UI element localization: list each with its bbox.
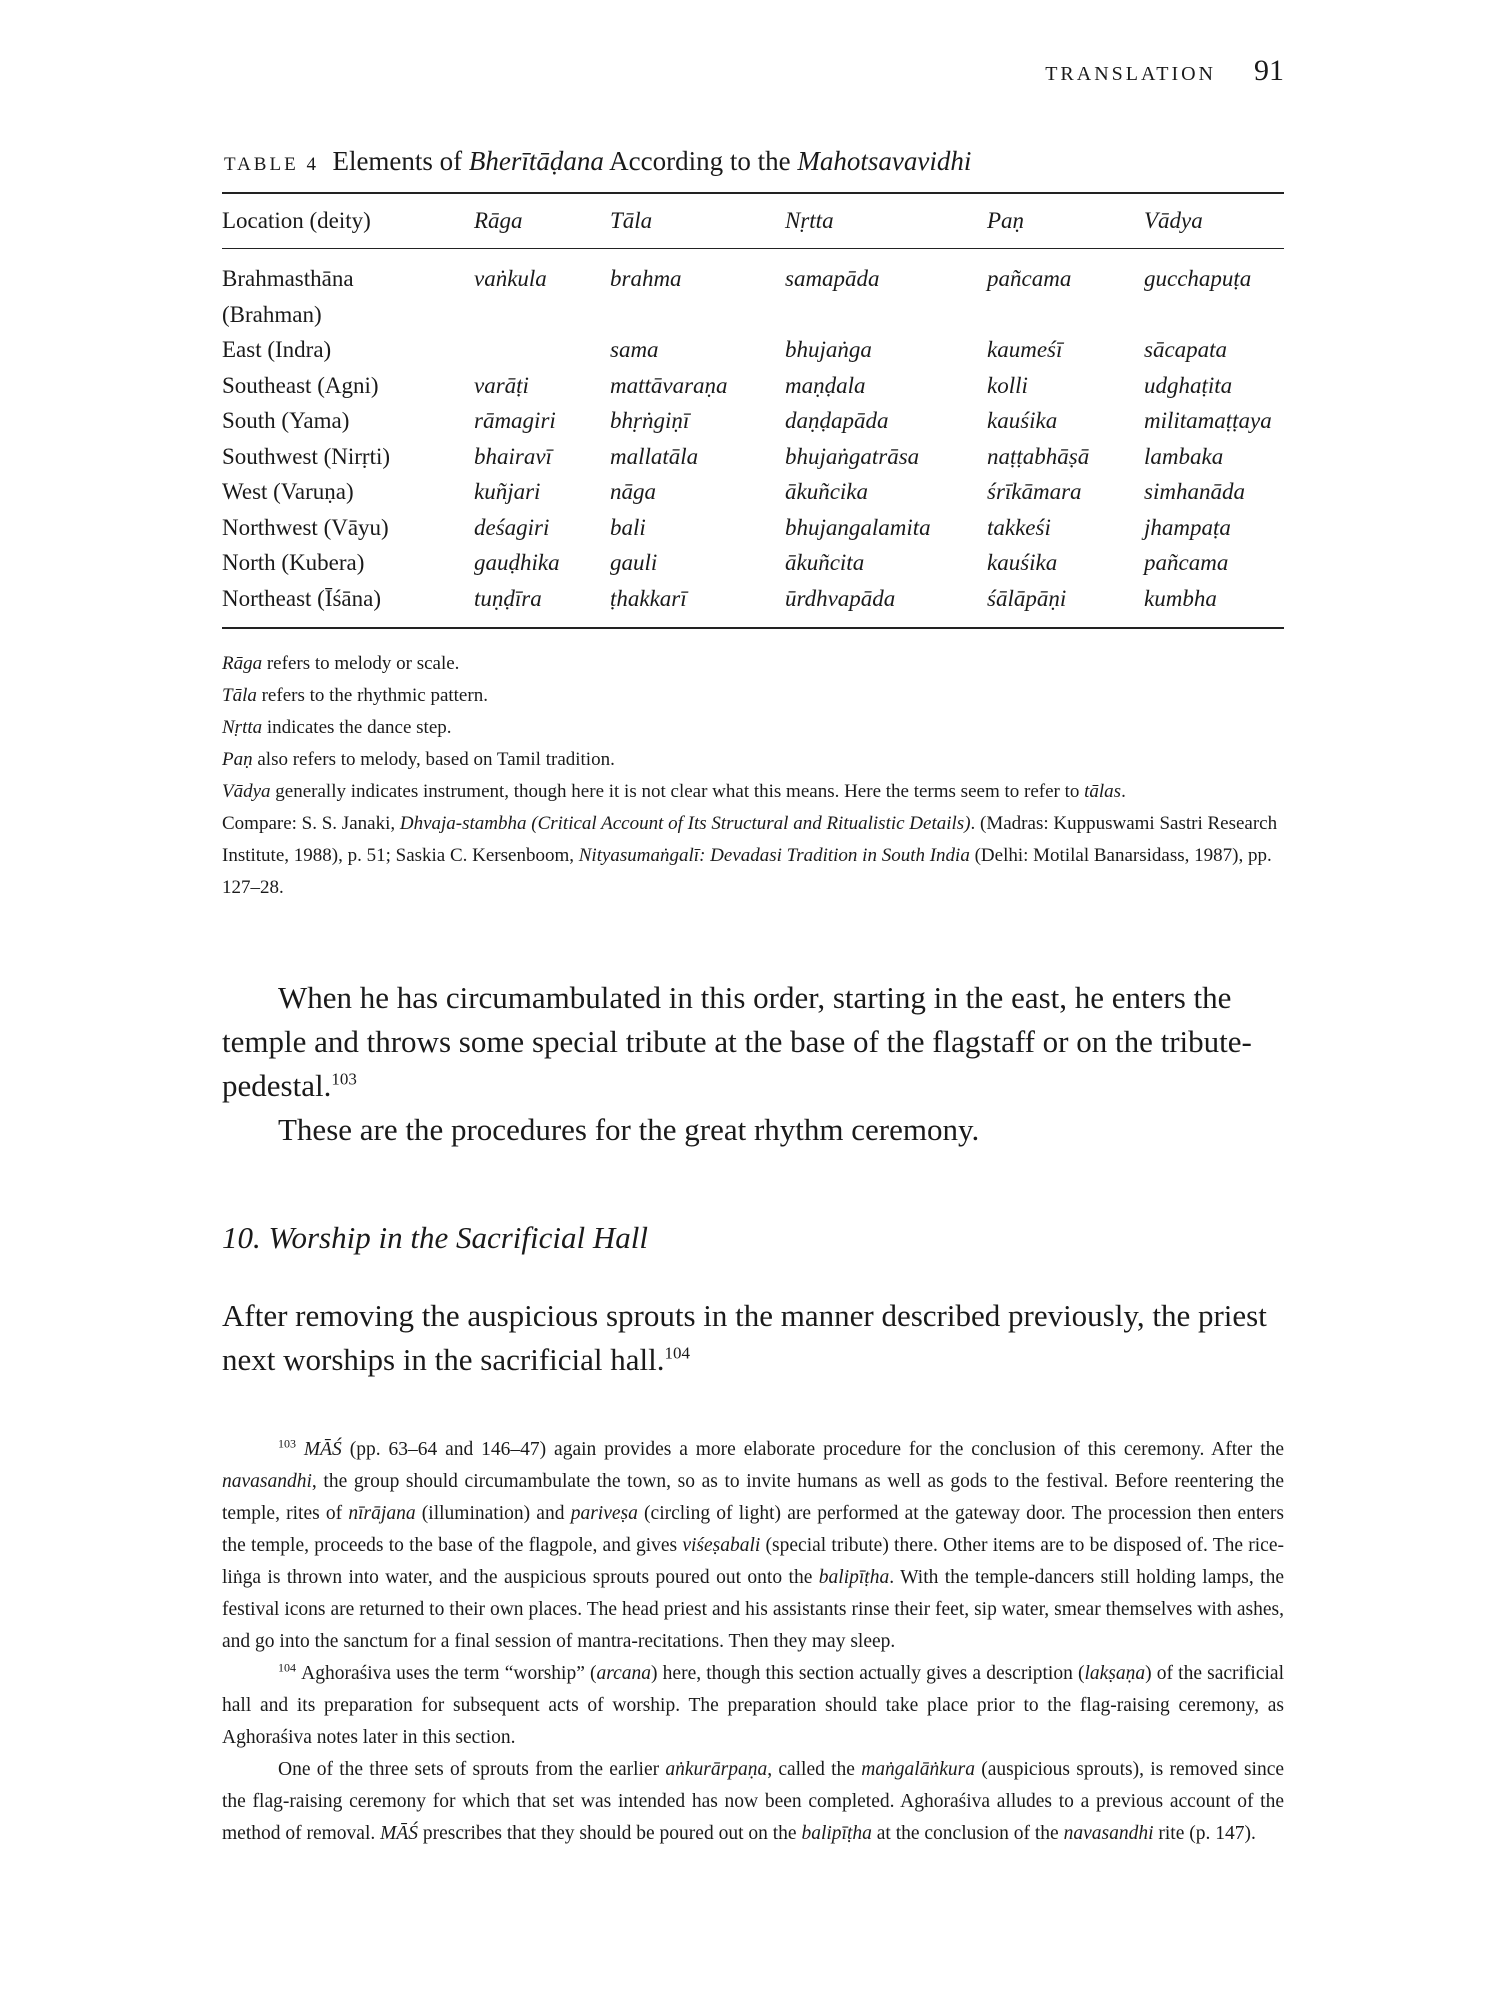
term-cell	[610, 302, 785, 338]
term-cell: gucchapuṭa	[1144, 266, 1252, 291]
text-run: , called the	[767, 1759, 862, 1780]
table-row	[222, 586, 1284, 622]
term-cell: bali	[610, 514, 646, 540]
italic-term: nīrājana	[348, 1503, 416, 1524]
term-cell: simhanāda	[1144, 479, 1245, 504]
caption-text: According to the	[603, 146, 798, 176]
italic-term: pariveṣa	[570, 1503, 638, 1524]
italic-term: arcana	[596, 1663, 652, 1684]
term-cell	[474, 337, 610, 373]
term-cell: mattāvaraṇa	[610, 372, 728, 398]
footnotes	[222, 1434, 1284, 1850]
table-row	[222, 302, 1284, 338]
location-cell: Northwest (Vāyu)	[222, 514, 389, 540]
term-cell: udghaṭita	[1144, 372, 1233, 398]
table-note	[222, 648, 1284, 680]
term-cell: deśagiri	[474, 514, 550, 540]
term-cell: sācapata	[1144, 337, 1228, 362]
term-cell: ākuñcita	[785, 550, 865, 575]
italic-term: Nityasumaṅgalī: Devadasi Tradition in South India	[578, 845, 970, 866]
location-cell: (Brahman)	[222, 301, 322, 327]
table-row	[222, 408, 1284, 444]
term-cell: varāṭi	[474, 372, 529, 398]
location-cell: Brahmasthāna	[222, 266, 354, 291]
footnote-text	[222, 1759, 1284, 1844]
paragraph-text: After removing the auspicious sprouts in the manner described previously, the priest next worships in the sacrificial hall.	[222, 1298, 1267, 1377]
caption-term: Mahotsavavidhi	[797, 146, 972, 176]
table-note	[222, 712, 1284, 744]
italic-term: aṅkurārpaṇa	[665, 1759, 768, 1780]
italic-term: Paṇ	[222, 749, 253, 770]
location-cell: Southeast (Agni)	[222, 372, 379, 398]
page-number: 91	[1254, 54, 1284, 87]
footnote-104	[222, 1658, 1284, 1754]
term-cell: vaṅkula	[474, 266, 547, 291]
term-cell: śrīkāmara	[987, 479, 1082, 504]
table-bottom-rule	[222, 627, 1284, 629]
body-section-1	[222, 976, 1284, 1152]
term-cell	[785, 302, 987, 338]
term-cell: gauli	[610, 550, 658, 575]
term-cell: naṭṭabhāṣā	[987, 443, 1090, 469]
footnote-text	[222, 1436, 1285, 1652]
location-cell: East (Indra)	[222, 337, 332, 362]
column-header: Nṛtta	[785, 208, 834, 233]
table-row	[222, 337, 1284, 373]
term-cell: kuñjari	[474, 479, 541, 504]
term-cell: maṇḍala	[785, 372, 866, 398]
text-run: refers to the rhythmic pattern.	[256, 685, 488, 706]
term-cell: kauśika	[987, 550, 1058, 575]
term-cell: bhṛṅgiṇī	[610, 408, 690, 433]
term-cell: kumbha	[1144, 585, 1217, 611]
text-run: (illumination) and	[415, 1503, 571, 1524]
term-cell: tuṇḍīra	[474, 585, 542, 611]
text-run: (circling of light) are performed at the gateway door. The procession then enters the temple, proceeds to the base of the flagpole, and gives	[222, 1503, 1285, 1556]
italic-term: MĀŚ	[303, 1439, 342, 1460]
italic-term: navasandhi	[1063, 1823, 1154, 1844]
term-cell: bhujangalamita	[785, 514, 931, 540]
italic-term: Tāla	[222, 685, 257, 706]
footnote-103	[222, 1434, 1284, 1658]
term-cell	[1144, 302, 1284, 338]
term-cell: daṇḍapāda	[785, 408, 889, 433]
term-cell: jhampaṭa	[1144, 514, 1231, 540]
term-cell: ākuñcika	[785, 479, 869, 504]
term-cell: brahma	[610, 266, 682, 291]
caption-text: Elements of	[332, 146, 469, 176]
body-section-2	[222, 1294, 1284, 1382]
table-notes	[222, 648, 1284, 904]
paragraph-text: When he has circumambulated in this order, starting in the east, he enters the temple and throws some special tribute at the base of the flagstaff or on the tribute-pedestal.	[222, 980, 1252, 1103]
running-head-title: TRANSLATION	[1045, 63, 1216, 85]
paragraph-text: These are the procedures for the great rhythm ceremony.	[278, 1112, 980, 1147]
footnote-number: 103	[278, 1436, 296, 1451]
italic-term: Vādya	[222, 781, 271, 802]
text-run: . (Madras: Kuppuswami Sastri Research Institute, 1988), p. 51; Saskia C. Kersenboom,	[222, 813, 1278, 866]
text-run: (auspicious sprouts), is removed since the flag-raising ceremony for which that set was intended has now been completed. Aghoraśiva alludes to a previous account of the method of removal.	[222, 1759, 1285, 1844]
term-cell: sama	[610, 337, 659, 362]
table-row	[222, 444, 1284, 480]
term-cell: ṭhakkarī	[610, 585, 687, 611]
table-row	[222, 248, 1284, 302]
table-label: TABLE 4	[224, 154, 319, 175]
term-cell: bhujaṅgatrāsa	[785, 443, 920, 469]
note-reference: 104	[664, 1343, 690, 1363]
location-cell: Southwest (Nirṛti)	[222, 443, 391, 469]
text-run: . With the temple-dancers still holding lamps, the festival icons are returned to their own places. The head priest and his assistants rinse their feet, sip water, smear themselves with ashes, and go into the sanctum for a final session of mantra-recitations. Then they may sleep.	[222, 1567, 1285, 1652]
text-run: refers to melody or scale.	[262, 653, 460, 674]
term-cell: kauśika	[987, 408, 1058, 433]
note-reference: 103	[331, 1069, 357, 1089]
text-run: ) here, though this section actually gives a description (	[651, 1663, 1085, 1684]
text-run: (Delhi: Motilal Banarsidass, 1987), pp. 127–28.	[222, 845, 1272, 898]
italic-term: Rāga	[222, 653, 263, 674]
term-cell: pañcama	[987, 266, 1072, 291]
term-cell: lambaka	[1144, 443, 1224, 469]
text-run: ) of the sacrificial hall and its preparation for subsequent acts of worship. The preparation should take place prior to the flag-raising ceremony, as Aghoraśiva notes later in this section.	[222, 1663, 1284, 1748]
text-run: , the group should circumambulate the town, so as to invite humans as well as gods to the festival. Before reentering the temple, rites of	[222, 1471, 1284, 1524]
text-run: (pp. 63–64 and 146–47) again provides a more elaborate procedure for the conclusion of this ceremony. After the	[341, 1439, 1285, 1460]
column-header: Rāga	[474, 208, 523, 233]
term-cell: śālāpāṇi	[987, 585, 1067, 611]
table-note	[222, 744, 1284, 776]
table-caption	[224, 146, 971, 177]
italic-term: viśeṣabali	[682, 1535, 761, 1556]
term-cell	[474, 302, 610, 338]
footnote-104-continuation	[222, 1754, 1284, 1850]
term-cell: samapāda	[785, 266, 880, 291]
caption-term: Bherītāḍana	[468, 146, 604, 176]
column-header: Vādya	[1144, 208, 1203, 233]
term-cell: nāga	[610, 479, 656, 504]
italic-term: tālas	[1084, 781, 1122, 802]
book-page	[222, 0, 1284, 2000]
body-paragraph	[222, 1108, 1284, 1152]
text-run: rite (p. 147).	[1153, 1823, 1256, 1844]
italic-term: balipīṭha	[801, 1823, 872, 1844]
table-row	[222, 479, 1284, 515]
italic-term: Nṛtta	[222, 717, 263, 738]
table-note	[222, 776, 1284, 808]
location-cell: West (Varuṇa)	[222, 479, 354, 504]
term-cell: ūrdhvapāda	[785, 585, 896, 611]
text-run: Aghoraśiva uses the term “worship” (	[301, 1663, 597, 1684]
footnote-number: 104	[278, 1660, 296, 1675]
term-cell	[987, 302, 1144, 338]
table-row	[222, 373, 1284, 409]
body-paragraph	[222, 1294, 1284, 1382]
column-header: Location (deity)	[222, 208, 371, 233]
column-header: Paṇ	[987, 208, 1025, 233]
location-cell: North (Kubera)	[222, 550, 365, 575]
term-cell: bhujaṅga	[785, 337, 872, 362]
text-run: generally indicates instrument, though here it is not clear what this means. Here the terms seem to refer to	[270, 781, 1085, 802]
text-run: at the conclusion of the	[871, 1823, 1064, 1844]
italic-term: Dhvaja-stambha (Critical Account of Its Structural and Ritualistic Details)	[399, 813, 971, 834]
table-note	[222, 680, 1284, 712]
location-cell: Northeast (Īśāna)	[222, 585, 382, 611]
body-paragraph	[222, 976, 1284, 1108]
term-cell: gauḍhika	[474, 550, 560, 575]
text-run: Compare: S. S. Janaki,	[222, 813, 400, 834]
italic-term: MĀŚ	[380, 1823, 419, 1844]
table-row	[222, 550, 1284, 586]
text-run: indicates the dance step.	[262, 717, 452, 738]
term-cell: rāmagiri	[474, 408, 556, 433]
term-cell: pañcama	[1144, 550, 1229, 575]
term-cell: militamaṭṭaya	[1144, 408, 1272, 433]
table-note	[222, 808, 1284, 904]
term-cell: mallatāla	[610, 443, 699, 469]
text-run: .	[1121, 781, 1126, 802]
elements-table	[222, 194, 1284, 621]
column-header: Tāla	[610, 208, 653, 233]
running-head	[1045, 54, 1284, 88]
italic-term: navasandhi	[222, 1471, 312, 1492]
term-cell: bhairavī	[474, 443, 552, 469]
section-heading: 10. Worship in the Sacrificial Hall	[222, 1220, 648, 1255]
text-run: also refers to melody, based on Tamil tradition.	[252, 749, 615, 770]
term-cell: kaumeśī	[987, 337, 1063, 362]
location-cell: South (Yama)	[222, 408, 350, 433]
term-cell: takkeśi	[987, 514, 1051, 540]
italic-term: lakṣaṇa	[1084, 1663, 1146, 1684]
italic-term: balipīṭha	[818, 1567, 890, 1588]
italic-term: maṅgalāṅkura	[861, 1759, 975, 1780]
table-body	[222, 248, 1284, 621]
text-run: One of the three sets of sprouts from the earlier	[278, 1759, 666, 1780]
text-run: prescribes that they should be poured out on the	[418, 1823, 802, 1844]
term-cell: kolli	[987, 372, 1028, 398]
table-header-row	[222, 194, 1284, 248]
text-run: (special tribute) there. Other items are to be disposed of. The rice-liṅga is thrown into water, and the auspicious sprouts poured out onto the	[222, 1535, 1284, 1588]
table-row	[222, 515, 1284, 551]
footnote-text	[222, 1660, 1284, 1748]
